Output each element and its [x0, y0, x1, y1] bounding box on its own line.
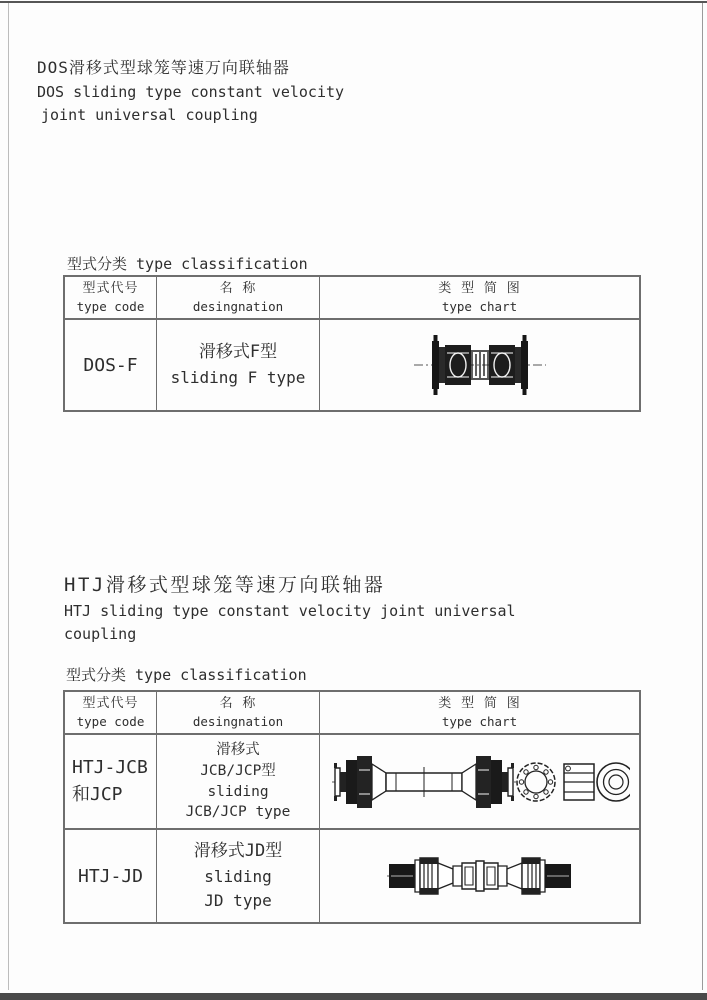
dos-classification-label: 型式分类 type classification — [67, 255, 308, 273]
htj-jcb-code-cell — [65, 735, 157, 830]
htj-header-type-chart — [320, 692, 639, 735]
htj-jd-code: HTJ-JD — [77, 865, 144, 887]
page-bottom-bar — [0, 993, 707, 1000]
dos-classification-table — [63, 275, 641, 412]
htj-section-title-en-line2: coupling — [64, 625, 137, 643]
htj-jcb-designation-cell — [157, 735, 320, 830]
header-type-code-en: type code — [76, 298, 145, 314]
dos-section-title-zh: DOS滑移式型球笼等速万向联轴器 — [37, 58, 290, 77]
htj-jcb-name-line1: 滑移式 — [216, 742, 260, 759]
htj-jcb-code-line1: HTJ-JCB — [72, 757, 148, 779]
htj-header-type-code — [65, 692, 157, 735]
htj-classification-label: 型式分类 type classification — [66, 666, 307, 684]
page-top-border — [0, 1, 707, 3]
htj-classification-table — [63, 690, 641, 924]
htj-jd-coupling-drawing — [385, 847, 575, 905]
dos-section-title-en-line1: DOS sliding type constant velocity — [37, 83, 345, 101]
dos-f-name-en: sliding F type — [170, 367, 306, 387]
dos-section-title-en-line2: joint universal coupling — [41, 106, 258, 124]
htj-jcb-jcp-coupling-drawing — [330, 743, 630, 821]
htj-section-title-zh: HTJ滑移式型球笼等速万向联轴器 — [64, 574, 386, 596]
page-left-border — [8, 3, 9, 990]
header-type-chart-en: type chart — [441, 713, 518, 729]
dos-header-designation — [157, 277, 320, 320]
header-designation-zh: 名 称 — [219, 695, 257, 711]
page-right-border — [702, 3, 703, 990]
dos-header-type-chart — [320, 277, 639, 320]
htj-jd-code-cell — [65, 830, 157, 922]
htj-header-designation — [157, 692, 320, 735]
dos-f-coupling-drawing — [410, 331, 550, 399]
htj-jcb-name-line4: JCB/JCP type — [185, 804, 291, 821]
header-type-chart-zh: 类 型 简 图 — [438, 280, 521, 296]
header-type-code-en: type code — [76, 713, 145, 729]
htj-jd-designation-cell — [157, 830, 320, 922]
htj-jcb-code-line2: 和JCP — [72, 783, 123, 805]
dos-f-name-zh: 滑移式F型 — [198, 342, 278, 363]
htj-jcb-chart-cell — [320, 735, 639, 830]
htj-jd-name-line3: JD type — [204, 890, 272, 910]
header-type-code-zh: 型式代号 — [82, 695, 139, 711]
htj-jd-name-line2: sliding — [204, 866, 272, 886]
dos-f-code-cell — [65, 320, 157, 410]
header-type-code-zh: 型式代号 — [82, 280, 139, 296]
dos-f-code: DOS-F — [83, 354, 138, 376]
htj-jcb-name-line2: JCB/JCP型 — [200, 762, 276, 779]
dos-f-chart-cell — [320, 320, 639, 410]
dos-f-designation-cell — [157, 320, 320, 410]
header-designation-zh: 名 称 — [219, 280, 257, 296]
htj-jd-name-line1: 滑移式JD型 — [193, 841, 283, 862]
htj-jcb-name-line3: sliding — [207, 783, 269, 800]
header-type-chart-en: type chart — [441, 298, 518, 314]
header-designation-en: desingnation — [192, 713, 284, 729]
header-type-chart-zh: 类 型 简 图 — [438, 695, 521, 711]
htj-section-title-en-line1: HTJ sliding type constant velocity joint universal — [64, 602, 516, 620]
htj-jd-chart-cell — [320, 830, 639, 922]
dos-header-type-code — [65, 277, 157, 320]
header-designation-en: desingnation — [192, 298, 284, 314]
